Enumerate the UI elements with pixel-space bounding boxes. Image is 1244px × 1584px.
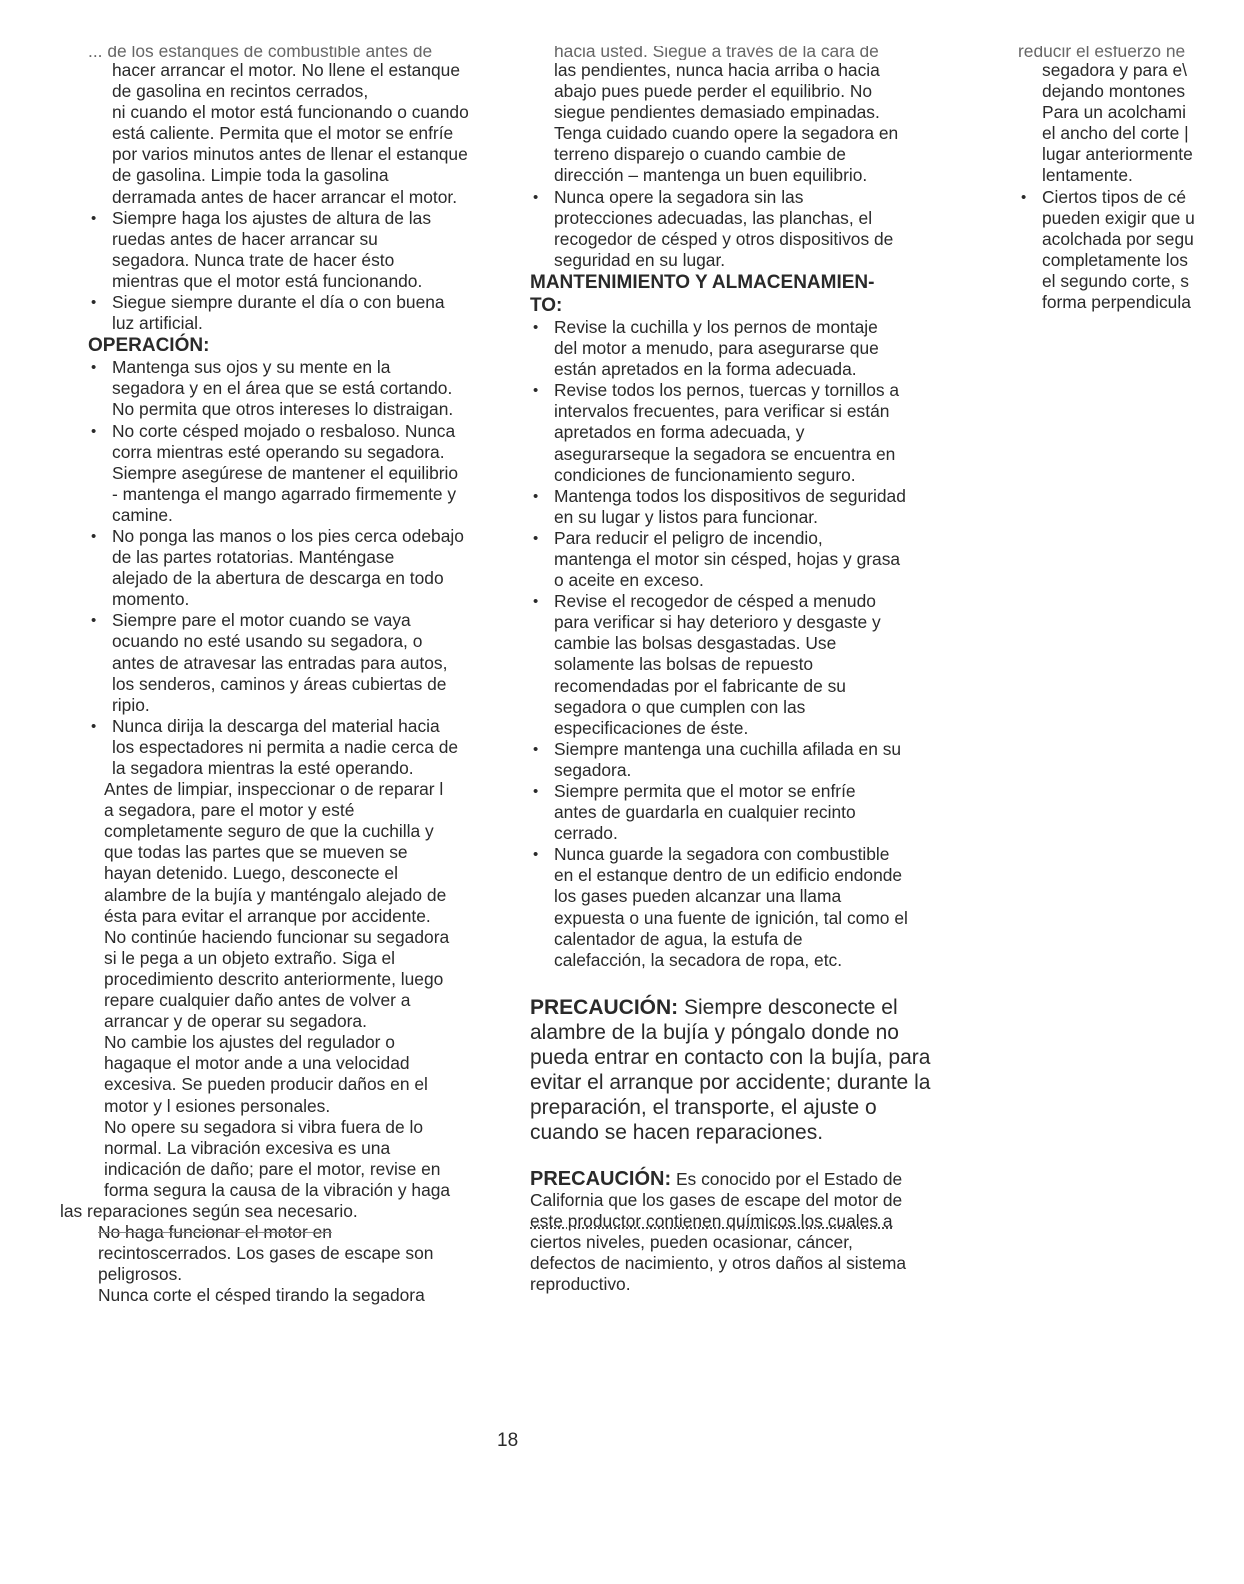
text-line: recomendadas por el fabricante de su — [554, 675, 846, 696]
text-line: asegurarseque la segadora se encuentra en — [554, 443, 896, 464]
column-right-cropped — [1018, 0, 1244, 313]
text-line: • Siempre haga los ajustes de altura de las — [112, 207, 432, 228]
bullet-item — [530, 528, 970, 591]
column-middle — [530, 0, 970, 1295]
bullet-item — [88, 208, 528, 292]
text-line: de las partes rotatorias. Manténgase — [112, 547, 395, 568]
text-line: corra mientras esté operando su segadora. — [112, 441, 445, 462]
text-line: segadora. — [554, 759, 632, 780]
text-line: No haga funcionar el motor en — [98, 1222, 332, 1243]
text-line: ni cuando el motor está funcionando o cuando — [112, 102, 469, 123]
slopes-paragraph — [530, 60, 970, 187]
page-number: 18 — [497, 1430, 519, 1451]
text-line: cambie las bolsas desgastadas. Use — [554, 633, 837, 654]
caution-text: Es conocido por el Estado de — [671, 1168, 903, 1189]
text-line: este productor contienen químicos los cuales a — [530, 1211, 893, 1232]
text-line: calefacción, la secadora de ropa, etc. — [554, 949, 843, 970]
text-line: ripio. — [112, 694, 150, 715]
text-line: repare cualquier daño antes de volver a — [104, 990, 411, 1011]
bullet-item — [530, 739, 970, 781]
text-line: intervalos frecuentes, para verificar si están — [554, 401, 890, 422]
text-line: No cambie los ajustes del regulador o — [104, 1032, 395, 1053]
mulching-paragraph — [1018, 60, 1244, 187]
text-line: especificaciones de éste. — [554, 717, 749, 738]
text-line: ésta para evitar el arranque por accidente. — [104, 905, 431, 926]
text-line: si le pega a un objeto extraño. Siga el — [104, 947, 396, 968]
text-line: seguridad en su lugar. — [554, 249, 726, 270]
text-line: recintoscerrados. Los gases de escape son — [98, 1243, 434, 1264]
text-line: cuando se hacen reparaciones. — [530, 1120, 824, 1144]
text-line: de gasolina en recintos cerrados, — [112, 81, 369, 102]
text-line: • Mantenga sus ojos y su mente en la — [112, 357, 391, 378]
text-line: alejado de la abertura de descarga en todo — [112, 568, 444, 589]
heading-mantenimiento — [530, 271, 970, 317]
text-line: California que los gases de escape del motor de — [530, 1189, 903, 1210]
text-line: motor y l esiones personales. — [104, 1095, 331, 1116]
text-line: la segadora mientras la esté operando. — [112, 758, 414, 778]
text-line: hagaque el motor ande a una velocidad — [104, 1053, 410, 1074]
text-line: normal. La vibración excesiva es una — [104, 1137, 391, 1158]
text-line: terreno disparejo o cuando cambie de — [554, 144, 846, 165]
text-line: a segadora, pare el motor y esté — [104, 800, 355, 821]
text-line: • Ciertos tipos de cé — [1042, 186, 1187, 207]
text-line: No continúe haciendo funcionar su segadora — [104, 926, 450, 947]
text-line: camine. — [112, 504, 173, 525]
text-line: segadora y en el área que se está cortando. — [112, 378, 453, 399]
bullet-item — [88, 526, 528, 610]
text-line: pueda entrar en contacto con la bujía, para — [530, 1045, 931, 1069]
text-line: condiciones de funcionamiento seguro. — [554, 464, 856, 485]
text-line: Siempre asegúrese de mantener el equilibrio — [112, 462, 459, 483]
text-line: ruedas antes de hacer arrancar su — [112, 228, 378, 249]
bullet-item — [1018, 187, 1244, 314]
bullet-item — [530, 591, 970, 739]
text-line: las pendientes, nunca hacia arriba o hacia — [554, 60, 880, 80]
text-line: los senderos, caminos y áreas cubiertas de — [112, 673, 447, 694]
text-line: defectos de nacimiento, y otros daños al sistema — [530, 1253, 907, 1274]
text-line: • Revise la cuchilla y los pernos de montaje — [554, 316, 878, 337]
caution-label: PRECAUCIÓN: — [530, 995, 679, 1019]
caution-label: PRECAUCIÓN: — [530, 1167, 672, 1190]
bullet-item — [88, 292, 528, 334]
caution-text: Siempre desconecte el — [678, 995, 898, 1019]
text-line: alambre de la bujía y póngalo donde no — [530, 1020, 899, 1044]
text-line: • Siempre permita que el motor se enfríe — [554, 781, 856, 801]
text-line: arrancar y de operar su segadora. — [104, 1011, 367, 1032]
text-line: • Siegue siempre durante el día o con buena — [112, 292, 445, 313]
text-line: • Nunca guarde la segadora con combustible — [554, 844, 890, 865]
text-line: cerrado. — [554, 823, 618, 844]
text-line: en el estanque dentro de un edificio endonde — [554, 865, 903, 886]
bullet-item — [530, 187, 970, 271]
bullet-item — [530, 317, 970, 380]
text-line: reproductivo. — [530, 1274, 631, 1295]
text-line: - mantenga el mango agarrado firmemente y — [112, 483, 457, 504]
text-line: ocuando no esté usando su segadora, o — [112, 631, 423, 652]
column-left — [60, 0, 528, 1306]
text-line: protecciones adecuadas, las planchas, el — [554, 207, 873, 228]
bullet-item — [530, 781, 970, 844]
text-line: Antes de limpiar, inspeccionar o de reparar l — [104, 779, 444, 800]
text-line: antes de atravesar las entradas para autos, — [112, 652, 448, 673]
cut-top-line: hacia usted. Siegue a través de la cara de — [554, 46, 879, 60]
text-line: alambre de la bujía y manténgalo alejado de — [104, 884, 447, 905]
text-line: • Mantenga todos los dispositivos de seguridad — [554, 485, 906, 506]
text-line: pueden exigir que u — [1042, 207, 1195, 228]
text-line: segadora. Nunca trate de hacer ésto — [112, 249, 395, 270]
bullet-item — [88, 421, 528, 526]
text-line: abajo pues puede perder el equilibrio. No — [554, 81, 873, 102]
text-line: los espectadores ni permita a nadie cerca de — [112, 736, 459, 757]
bullet-item — [88, 716, 528, 779]
heading-operacion: OPERACIÓN: — [88, 335, 210, 357]
text-line: • Revise todos los pernos, tuercas y tornillos a — [554, 380, 900, 401]
caution-california — [530, 1169, 970, 1296]
text-line: antes de guardarla en cualquier recinto — [554, 802, 856, 823]
text-line: dejando montones — [1042, 81, 1186, 102]
text-line: apretados en forma adecuada, y — [554, 422, 805, 443]
text-line: • Revise el recogedor de césped a menudo — [554, 591, 876, 612]
text-line: luz artificial. — [112, 313, 203, 334]
text-line: segadora y para e\ — [1042, 60, 1188, 80]
text-line: hacer arrancar el motor. No llene el estanque — [112, 60, 461, 80]
text-line: siegue pendientes demasiado empinadas. — [554, 102, 880, 123]
text-line: • Nunca opere la segadora sin las — [554, 186, 804, 207]
text-line: • No ponga las manos o los pies cerca odebajo — [112, 525, 464, 546]
text-line: calentador de agua, la estufa de — [554, 928, 803, 949]
heading-line: MANTENIMIENTO Y ALMACENAMIEN- — [530, 271, 875, 293]
text-line: para verificar si hay deterioro y desgaste y — [554, 612, 881, 633]
text-line: preparación, el transporte, el ajuste o — [530, 1095, 877, 1119]
cut-top-line: reducir el esfuerzo ne — [1018, 46, 1186, 60]
text-line: por varios minutos antes de llenar el estanque — [112, 144, 468, 165]
heading-line: TO: — [530, 294, 563, 316]
text-line: los gases pueden alcanzar una llama — [554, 886, 842, 907]
bullet-item — [530, 844, 970, 971]
text-line: evitar el arranque por accidente; durante la — [530, 1070, 931, 1094]
text-line: peligrosos. — [98, 1264, 183, 1285]
text-line: el ancho del corte | — [1042, 123, 1189, 144]
text-line: Para un acolchami — [1042, 102, 1187, 123]
text-line: las reparaciones según sea necesario. — [60, 1200, 358, 1221]
bullet-item — [530, 380, 970, 485]
text-line: acolchada por segu — [1042, 228, 1194, 249]
bullet-item — [88, 357, 528, 420]
text-line: segadora o que cumplen con las — [554, 696, 806, 717]
text-line: lugar anteriormente — [1042, 144, 1193, 165]
text-line: Nunca corte el césped tirando la segadora — [98, 1285, 425, 1306]
text-line: del motor a menudo, para asegurarse que — [554, 338, 879, 359]
text-line: Tenga cuidado cuando opere la segadora en — [554, 123, 899, 144]
text-line: No opere su segadora si vibra fuera de lo — [104, 1116, 424, 1137]
text-line: o aceite en exceso. — [554, 570, 704, 591]
text-line: mantenga el motor sin césped, hojas y grasa — [554, 548, 901, 569]
text-line: completamente seguro de que la cuchilla y — [104, 821, 434, 842]
text-line: completamente los — [1042, 249, 1188, 270]
text-line: momento. — [112, 589, 190, 610]
text-line: forma perpendicula — [1042, 292, 1191, 313]
text-line: ciertos niveles, pueden ocasionar, cáncer, — [530, 1232, 853, 1253]
text-line: lentamente. — [1042, 165, 1133, 186]
text-line: • Siempre pare el motor cuando se vaya — [112, 610, 411, 631]
fuel-paragraph — [88, 60, 528, 208]
text-line: • Siempre mantenga una cuchilla afilada en su — [554, 738, 902, 759]
text-line: en su lugar y listos para funcionar. — [554, 506, 818, 527]
text-line: que todas las partes que se mueven se — [104, 842, 408, 863]
text-line: mientras que el motor está funcionando. — [112, 270, 423, 291]
text-line: indicación de daño; pare el motor, revise en — [104, 1158, 441, 1179]
text-line: hayan detenido. Luego, desconecte el — [104, 863, 398, 884]
text-line: excesiva. Se pueden producir daños en el — [104, 1074, 428, 1095]
text-line: dirección – mantenga un buen equilibrio. — [554, 165, 868, 186]
text-line: están apretados en la forma adecuada. — [554, 359, 857, 380]
closing-lines — [88, 1222, 528, 1306]
text-line: recogedor de césped y otros dispositivos de — [554, 228, 894, 249]
bullet-item — [530, 486, 970, 528]
text-line: forma segura la causa de la vibración y haga — [104, 1179, 451, 1200]
text-line: procedimiento descrito anteriormente, luego — [104, 968, 444, 989]
bullet-item — [88, 610, 528, 715]
text-line: expuesta o una fuente de ignición, tal como el — [554, 907, 908, 928]
text-line: solamente las bolsas de repuesto — [554, 654, 814, 675]
text-line: de gasolina. Limpie toda la gasolina — [112, 165, 389, 186]
operation-paragraphs — [88, 779, 528, 1201]
text-line: • Nunca dirija la descarga del material hacia — [112, 715, 440, 736]
text-line: está caliente. Permita que el motor se enfríe — [112, 123, 454, 144]
text-line: • No corte césped mojado o resbaloso. Nunca — [112, 420, 456, 441]
cut-top-line: ... de los estanques de combustible antes de — [88, 46, 433, 60]
text-line: No permita que otros intereses lo distraigan. — [112, 399, 454, 420]
text-line: derramada antes de hacer arrancar el motor. — [112, 186, 458, 207]
text-line: el segundo corte, s — [1042, 270, 1189, 291]
text-line: • Para reducir el peligro de incendio, — [554, 527, 823, 548]
caution-spark-plug — [530, 995, 970, 1145]
